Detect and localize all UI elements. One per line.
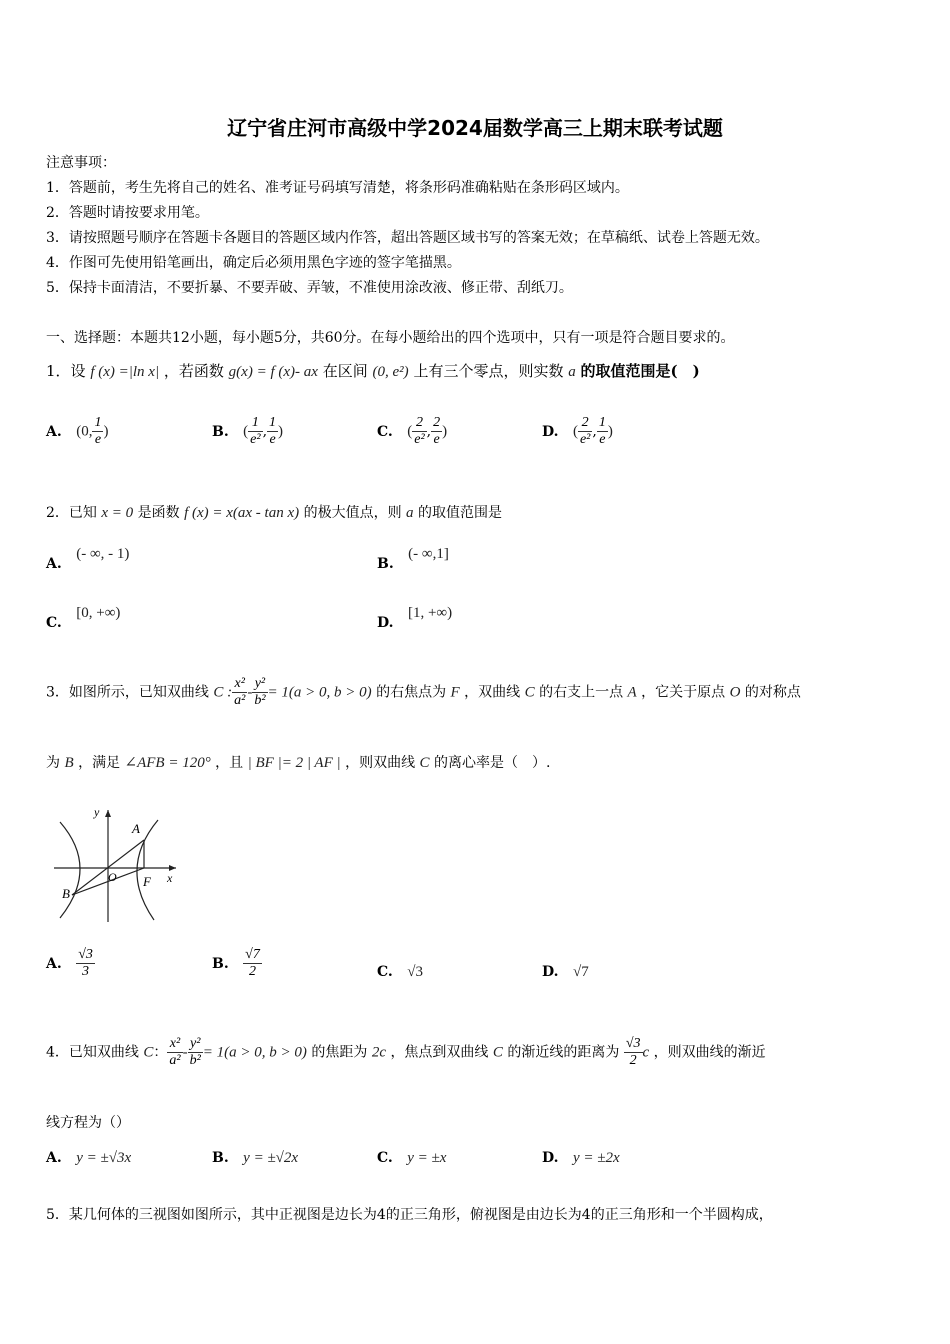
question-2: 2．已知 x = 0 是函数 f (x) = x(ax - tan x) 的极大值点，则 a 的取值范围是 xyxy=(46,505,502,521)
question-3-line2: 为 B ，满足 ∠AFB = 120° ，且 | BF |= 2 | AF | ，则双曲线 C 的离心率是（ ）. xyxy=(46,755,551,771)
q1-option-c[interactable]: C. ( $\frac{2}{\text{e²}}$ , $\frac{2}{e}$ ) xyxy=(377,415,448,447)
q1-option-d[interactable]: D. ( $\frac{2}{\text{e²}}$ , $\frac{1}{e}$ ) xyxy=(542,415,613,447)
q2-x0: x = 0 xyxy=(101,505,134,521)
q3-hyperbola-cond: = 1(a > 0, b > 0) xyxy=(267,684,372,701)
q3-length-relation: | BF |= 2 | AF | xyxy=(247,755,341,771)
q1-text: 上有三个零点，则实数 xyxy=(413,362,564,380)
fig-label-o: O xyxy=(108,870,117,884)
q2-option-b[interactable]: B. (- ∞,1] xyxy=(377,546,449,572)
q1-text: 在区间 xyxy=(322,362,368,380)
question-4-line1: 4．已知双曲线 C： $\frac{\text{x²}}{\text{a²}}$ - $\frac{\text{y²}}{\text{b²}}$ = 1(a > 0, b > 0) 的焦距为 2c ，焦点到双曲线 C 的渐近线的距离为 $\frac{√3}{2}$ c ，则双曲线的渐近 xyxy=(46,1036,766,1068)
fig-label-f: F xyxy=(143,874,151,889)
fig-label-b: B xyxy=(62,886,70,901)
q3-option-c[interactable]: C. √3 xyxy=(377,964,423,980)
question-3-line1: 3．如图所示，已知双曲线 C : $\frac{\text{x²}}{\text{a²}}$ - $\frac{\text{y²}}{\text{b²}}$ = 1(a > 0, b > 0) 的右焦点为 F ，双曲线 C 的右支上一点 A ，它关于原点 O 的对称点 xyxy=(46,676,801,708)
question-1 xyxy=(46,360,700,381)
q1-option-b[interactable]: B. ( $\frac{1}{\text{e²}}$ , $\frac{1}{e}$ ) xyxy=(212,415,284,447)
notice-item: 2．答题时请按要求用笔。 xyxy=(46,205,209,221)
q3-option-a[interactable]: A. $\frac{√3}{3}$ xyxy=(46,947,93,979)
q1-text: ，若函数 xyxy=(163,362,224,380)
q1-option-a[interactable]: A. (0, $\frac{1}{e}$ ) xyxy=(46,415,109,447)
question-5: 5．某几何体的三视图如图所示，其中正视图是边长为4的正三角形，俯视图是由边长为4的正三角形和一个半圆构成， xyxy=(46,1207,773,1223)
q3-option-b[interactable]: B. $\frac{√7}{2}$ xyxy=(212,947,260,979)
q1-text: 的取值范围是( ) xyxy=(580,362,700,380)
q4-option-b[interactable]: B. y = ±√2x xyxy=(212,1150,299,1166)
q2-var-a: a xyxy=(406,505,414,521)
q3-option-d[interactable]: D. √7 xyxy=(542,964,589,980)
page-title: 辽宁省庄河市高级中学2024届数学高三上期末联考试题 xyxy=(227,116,723,140)
notice-item: 4．作图可先使用铅笔画出，确定后必须用黑色字迹的签字笔描黑。 xyxy=(46,255,461,271)
section-heading: 一、选择题：本题共12小题，每小题5分，共60分。在每小题给出的四个选项中，只有一项是符合题目要求的。 xyxy=(46,330,735,346)
q3-hyperbola-figure xyxy=(46,800,186,925)
q1-f-formula: f (x) =|ln x| xyxy=(90,364,160,380)
notice-item: 5．保持卡面清洁，不要折暴、不要弄破、弄皱，不准使用涂改液、修正带、刮纸刀。 xyxy=(46,280,573,296)
notice-item: 1．答题前，考生先将自己的姓名、准考证号码填写清楚，将条形码准确粘贴在条形码区域内。 xyxy=(46,180,629,196)
fig-label-x: x xyxy=(167,871,173,885)
q1-var-a: a xyxy=(568,364,576,380)
notice-heading: 注意事项： xyxy=(46,155,116,171)
q2-option-c[interactable]: C. [0, +∞) xyxy=(46,605,121,631)
fig-label-y: y xyxy=(94,805,100,819)
q2-option-a[interactable]: A. (- ∞, - 1) xyxy=(46,546,130,572)
q2-formula: f (x) = x(ax - tan x) xyxy=(184,505,300,521)
notice-item: 3．请按照题号顺序在答题卡各题目的答题区域内作答，超出答题区域书写的答案无效；在草稿纸、试卷上答题无效。 xyxy=(46,230,769,246)
q1-g-formula: g(x) = f (x)- ax xyxy=(228,364,318,380)
q4-option-a[interactable]: A. y = ±√3x xyxy=(46,1150,132,1166)
question-4-line2: 线方程为（） xyxy=(46,1115,130,1131)
fig-label-a: A xyxy=(132,821,140,836)
q4-hyperbola-cond: = 1(a > 0, b > 0) xyxy=(202,1044,307,1061)
q1-text: 1．设 xyxy=(46,362,86,380)
q1-interval: (0, e²) xyxy=(372,364,409,380)
q4-option-c[interactable]: C. y = ±x xyxy=(377,1150,447,1166)
q2-option-d[interactable]: D. [1, +∞) xyxy=(377,605,453,631)
q3-angle: ∠AFB = 120° xyxy=(124,755,211,771)
q4-option-d[interactable]: D. y = ±2x xyxy=(542,1150,620,1166)
